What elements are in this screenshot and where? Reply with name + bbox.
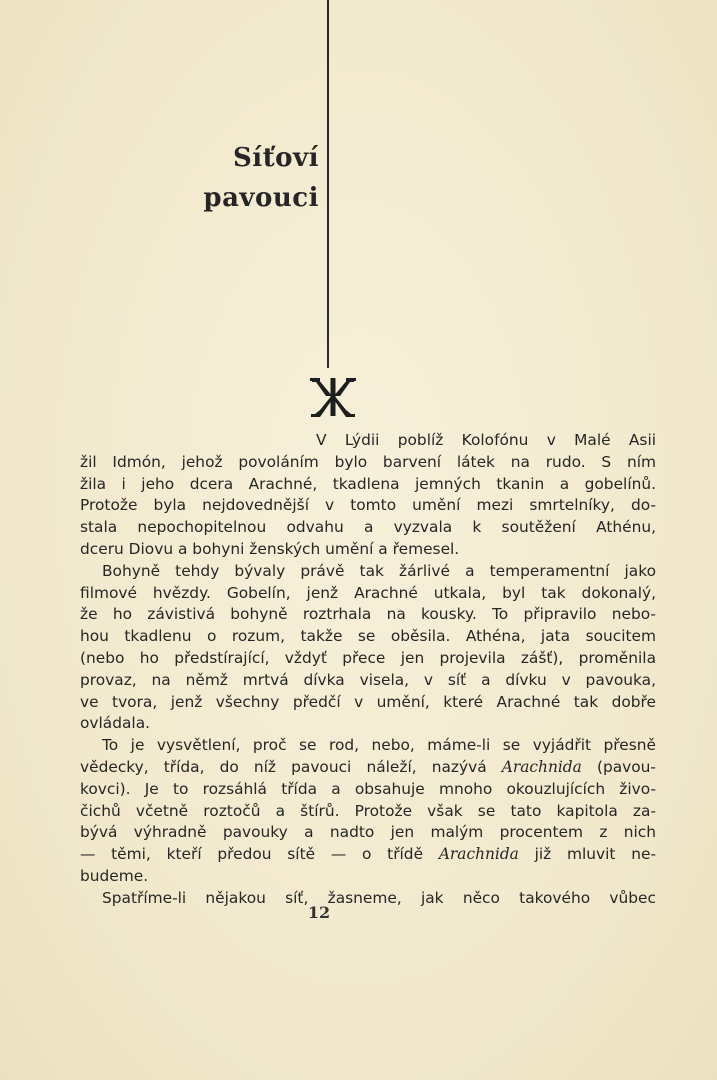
text-line: stala nepochopitelnou odvahu a vyzvala k soutěžení Athénu,: [80, 518, 656, 537]
vertical-rule: [327, 0, 329, 368]
text-segment: — těmi, kteří předou sítě — o třídě: [80, 845, 424, 864]
text-line: Bohyně tehdy bývaly právě tak žárlivé a temperamentní jako: [102, 561, 656, 580]
text-line: Protože byla nejdovednější v tomto umění mezi smrtelníky, do-: [80, 496, 656, 515]
zhe-ornament-icon: [308, 372, 358, 422]
text-line: filmové hvězdy. Gobelín, jenž Arachné utkala, byl tak dokonalý,: [80, 583, 656, 602]
page-number: 12: [307, 903, 331, 922]
chapter-title-line2: pavouci: [203, 183, 319, 213]
text-line: ve tvora, jenž všechny předčí v umění, které Arachné tak dobře: [80, 692, 656, 711]
text-line: kovci). Je to rozsáhlá třída a obsahuje mnoho okouzlujících živo-: [80, 779, 656, 798]
text-segment: vědecky, třída, do níž pavouci náleží, nazývá: [80, 757, 487, 776]
body-text: [80, 430, 656, 910]
text-line: budeme.: [80, 866, 149, 885]
text-line: [80, 757, 656, 779]
text-line: Spatříme-li nějakou síť, žasneme, jak něco takového vůbec: [102, 888, 656, 907]
chapter-title-line1: Síťoví: [233, 143, 319, 173]
latin-term: Arachnida: [438, 845, 519, 864]
text-line: bývá výhradně pavouky a nadto jen malým procentem z nich: [80, 823, 656, 842]
text-line: ovládala.: [80, 714, 151, 733]
chapter-title: [203, 138, 319, 218]
text-line: dceru Diovu a bohyni ženských umění a řemesel.: [80, 539, 460, 558]
text-segment: (pavou-: [596, 757, 656, 776]
text-line: žila i jeho dcera Arachné, tkadlena jemných tkanin a gobelínů.: [80, 474, 656, 493]
text-line: To je vysvětlení, proč se rod, nebo, máme-li se vyjádřit přesně: [102, 736, 656, 755]
text-line: že ho závistivá bohyně roztrhala na kousky. To připravilo nebo-: [80, 605, 656, 624]
text-segment: již mluvit ne-: [534, 845, 656, 864]
text-line: žil Idmón, jehož povoláním bylo barvení látek na rudo. S ním: [80, 452, 656, 471]
text-line: V Lýdii poblíž Kolofónu v Malé Asii: [316, 431, 656, 449]
latin-term: Arachnida: [501, 757, 582, 776]
text-line: čichů včetně roztočů a štírů. Protože však se tato kapitola za-: [80, 801, 656, 820]
text-line: provaz, na němž mrtvá dívka visela, v síť a dívku v pavouka,: [80, 670, 656, 689]
text-line: [80, 844, 656, 866]
text-line: (nebo ho předstírající, vždyť přece jen projevila zášť), proměnila: [80, 648, 656, 667]
text-line: hou tkadlenu o rozum, takže se oběsila. Athéna, jata soucitem: [80, 627, 656, 646]
